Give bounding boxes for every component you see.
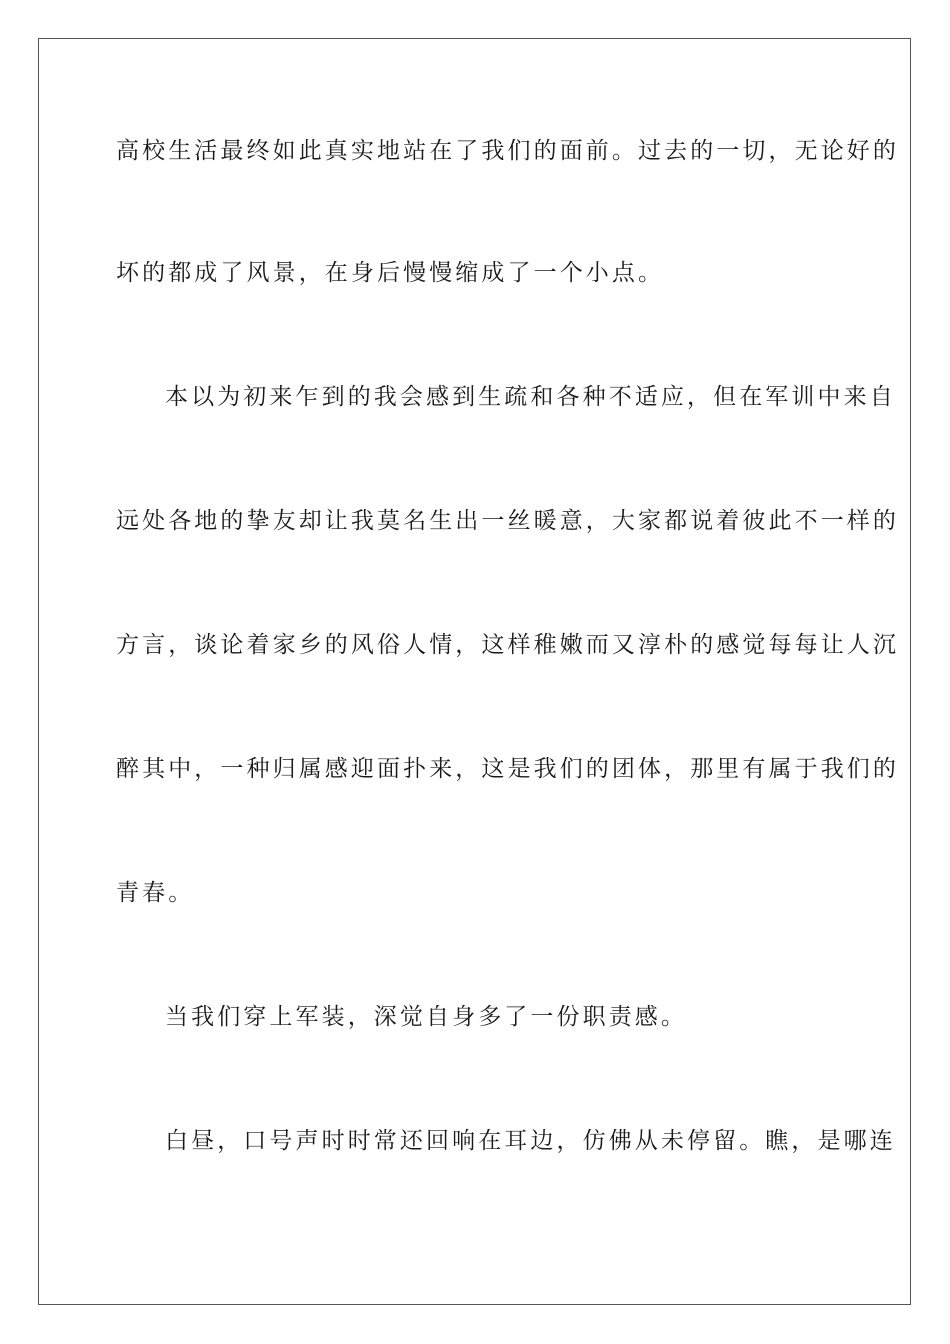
paragraph-start-line: 白昼，口号声时时常还回响在耳边，仿佛从未停留。瞧，是哪连: [165, 1128, 896, 1154]
text-line: 高校生活最终如此真实地站在了我们的面前。过去的一切，无论好的: [116, 138, 899, 164]
paragraph-start-line: 当我们穿上军装，深觉自身多了一份职责感。: [165, 1004, 687, 1030]
text-line: 远处各地的挚友却让我莫名生出一丝暖意，大家都说着彼此不一样的: [116, 508, 899, 534]
text-line: 青春。: [116, 880, 195, 906]
text-line: 方言，谈论着家乡的风俗人情，这样稚嫩而又淳朴的感觉每每让人沉: [116, 632, 899, 658]
paragraph-start-line: 本以为初来乍到的我会感到生疏和各种不适应，但在军训中来自: [165, 384, 896, 410]
text-line: 坏的都成了风景，在身后慢慢缩成了一个小点。: [116, 260, 665, 286]
text-line: 醉其中，一种归属感迎面扑来，这是我们的团体，那里有属于我们的: [116, 756, 899, 782]
page-border: [38, 38, 911, 1305]
